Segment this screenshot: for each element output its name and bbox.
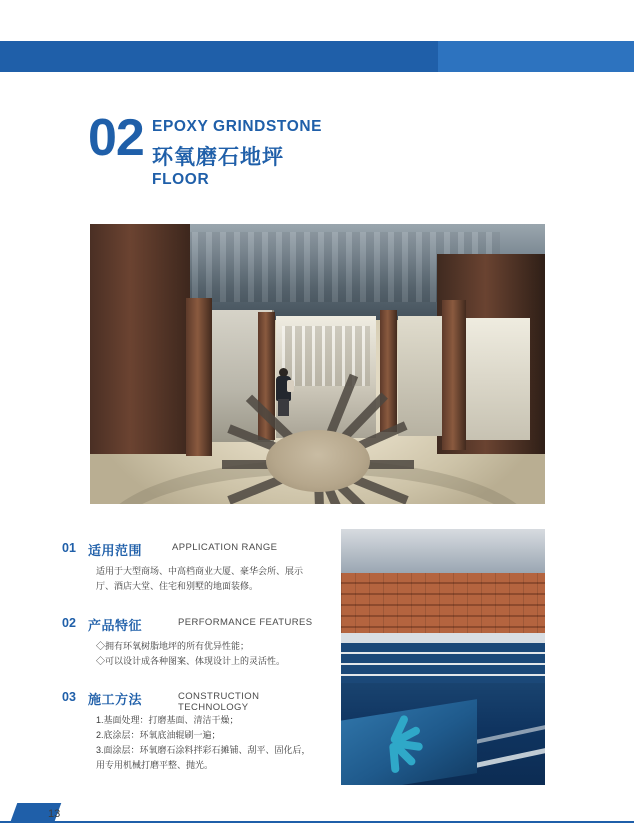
storefront-3 xyxy=(398,316,444,436)
section-title-en: PERFORMANCE FEATURES xyxy=(178,616,313,628)
header-band xyxy=(0,41,634,72)
section-index: 01 xyxy=(62,541,76,555)
section-index: 02 xyxy=(62,615,76,630)
handrail xyxy=(341,633,545,643)
section-body xyxy=(96,639,324,669)
section-title-cn: 产品特征 xyxy=(88,617,143,633)
section-title-en: APPLICATION RANGE xyxy=(172,542,278,553)
section-title-en: CONSTRUCTION TECHNOLOGY xyxy=(178,691,260,714)
title-english-top: EPOXY GRINDSTONE xyxy=(152,118,323,135)
leaf-inlay xyxy=(367,719,427,763)
pillar-1 xyxy=(186,298,212,456)
section-index: 03 xyxy=(62,690,76,705)
person-figure xyxy=(275,368,292,416)
body-line: 1.基面处理：打磨基面、清洁干燥； xyxy=(96,715,239,726)
body-line: ◇拥有环氧树脂地坪的所有优异性能； xyxy=(96,640,250,651)
mall-lobby-terrazzo-floor-photo xyxy=(90,224,545,504)
terrazzo-stairs-blue-floor-photo xyxy=(341,529,545,785)
lobby-illustration xyxy=(90,224,545,504)
page-number: 13 xyxy=(48,808,61,820)
page-title xyxy=(88,109,528,194)
title-chinese: 环氧磨石地坪 xyxy=(152,146,284,169)
pillar-3 xyxy=(380,310,397,432)
body-line: 用专用机械打磨平整、抛光。 xyxy=(96,759,214,770)
section-title-cn: 适用范围 xyxy=(88,543,143,558)
section-heading xyxy=(62,689,327,714)
body-line: 适用于大型商场、中高档商业大厦、豪华会所、展示 xyxy=(96,566,304,576)
section-body xyxy=(96,564,324,594)
body-line: 厅、酒店大堂、住宅和别墅的地面装修。 xyxy=(96,580,259,591)
brick-wall xyxy=(341,573,545,639)
floor-center-disc xyxy=(266,430,370,492)
section-application-range xyxy=(62,540,327,594)
content-sections xyxy=(62,540,327,794)
footer-rule xyxy=(0,821,634,823)
wall-left xyxy=(90,224,190,454)
blue-floor xyxy=(341,683,545,785)
body-line: 3.面涂层：环氧磨石涂料拌彩石摊铺、刮平、固化后， xyxy=(96,745,311,756)
terrazzo-illustration xyxy=(341,529,545,785)
body-line: ◇可以设计成各种图案、体现设计上的灵活性。 xyxy=(96,655,286,666)
section-body xyxy=(96,713,324,772)
body-line: 2.底涂层：环氧底油辊刷一遍； xyxy=(96,730,221,741)
section-title-cn: 施工方法 xyxy=(88,692,143,708)
section-heading xyxy=(62,540,327,558)
upper-wall xyxy=(341,529,545,573)
section-construction-technology xyxy=(62,689,327,772)
section-performance-features xyxy=(62,615,327,669)
section-heading xyxy=(62,615,327,633)
header-band-accent xyxy=(438,41,634,72)
section-number: 02 xyxy=(88,109,144,167)
pillar-4 xyxy=(442,300,466,450)
storefront-4 xyxy=(466,318,530,440)
title-english-bottom: FLOOR xyxy=(152,171,210,188)
